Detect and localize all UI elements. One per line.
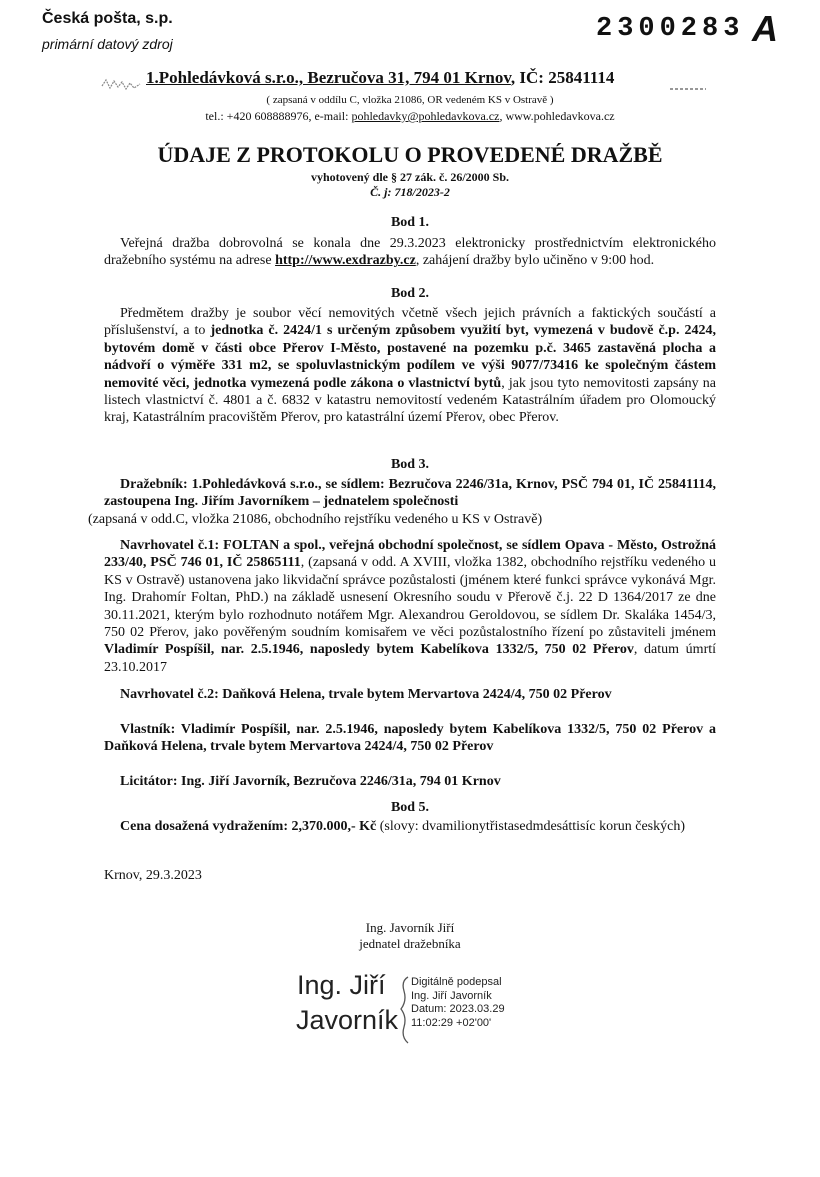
stamp-subtitle: primární datový zdroj <box>42 36 173 52</box>
company-registration: ( zapsaná v oddílu C, vložka 21086, OR vedeném KS v Ostravě ) <box>266 94 554 106</box>
signature-bracket-icon <box>398 975 412 1045</box>
section-heading-bod3: Bod 3. <box>390 457 430 472</box>
price-amount: Cena dosažená vydražením: 2,370.000,- Kč <box>120 819 377 834</box>
bod1-text-a: Veřejná dražba dobrovolná se konala dne 29.3.2023 elektronicky prostřednictvím elektronického dražebního systému na adrese <box>104 236 716 269</box>
document-subtitle: vyhotovený dle § 27 zák. č. 26/2000 Sb. <box>310 170 509 184</box>
scan-artifact-left <box>100 76 144 90</box>
licitator-text: Licitátor: Ing. Jiří Javorník, Bezručova 2246/31a, 794 01 Krnov <box>120 774 501 789</box>
proposer1-block <box>104 537 716 676</box>
contact-email-link[interactable]: pohledavky@pohledavkova.cz <box>351 109 500 123</box>
digital-signature-info <box>411 976 505 1030</box>
company-header-main: 1.Pohledávková s.r.o., Bezručova 31, 794 01 Krnov <box>146 68 511 87</box>
signer-role: jednatel dražebníka <box>359 936 461 951</box>
section-heading-bod5: Bod 5. <box>390 800 430 815</box>
section-bod1-text <box>104 235 716 270</box>
section-heading-bod1: Bod 1. <box>390 215 430 230</box>
digital-signature-line3: Datum: 2023.03.29 <box>411 1003 505 1015</box>
stamp-title: Česká pošta, s.p. <box>42 10 173 27</box>
contact-separator: , <box>499 109 506 123</box>
auctioneer-text: Dražebník: 1.Pohledávková s.r.o., se sídlem: Bezručova 2246/31a, Krnov, PSČ 794 01, IČ 25841114, zastoupena Ing. Jiřím Javorníkem – jednatelem společnosti <box>104 477 716 510</box>
auctioneer-block <box>88 476 716 528</box>
document-title: ÚDAJE Z PROTOKOLU O PROVEDENÉ DRAŽBĚ <box>157 142 663 167</box>
bod2-text-a: Předmětem dražby je soubor věcí nemovitých včetně všech jejich právních a faktických součástí a příslušenství, a to <box>104 306 716 339</box>
signature-name-line2: Javorník <box>296 1005 399 1035</box>
digital-signature-line2: Ing. Jiří Javorník <box>411 989 492 1002</box>
signer-name: Ing. Javorník Jiří <box>365 920 455 935</box>
contact-phone: tel.: +420 608888976, e-mail: <box>205 109 352 123</box>
section-heading-bod2: Bod 2. <box>390 286 430 301</box>
proposer1-text-b: , datum úmrtí 23.10.2017 <box>104 642 717 675</box>
section-bod2-text <box>104 305 716 427</box>
proposer1-name: Navrhovatel č.1: FOLTAN a spol., veřejná obchodní společnost, se sídlem Opava - Město, Ostrožná 233/40, PSČ 746 01, IČ 25865111 <box>104 538 716 571</box>
contact-web-link[interactable]: www.pohledavkova.cz <box>505 109 615 123</box>
price-words: (slovy: dvamilionytřistasedmdesáttisíc korun českých) <box>376 819 685 834</box>
proposer1-text-a: , (zapsaná v odd. A XVIII, vložka 1382, obchodního rejstříku vedeného u KS v Ostravě) ustanovena jako likvidační správce pozůstalosti (jménem které funkci správce vykonává Mgr. Ing. Drahomír Foltan, PhD.) na základě usnesení Okresního soudu v Přerově č.j. 22 D 1364/2017 ze dne 30.11.2021, kterým bylo rozhodnuto notářem Mgr. Alexandrou Geroldovou, se sídlem Dr. Skaláka 1454/3, 750 02 Přerov, jako pověřeným soudním komisařem ve věci pozůstalostního řízení po zůstaviteli jménem <box>104 555 716 641</box>
document-number-suffix: A <box>752 8 778 49</box>
document-reference: Č. j: 718/2023-2 <box>370 185 450 199</box>
price-block <box>104 818 716 835</box>
bod1-text-b: , zahájení dražby bylo učiněno v 9:00 hod. <box>415 253 655 269</box>
deceased-name: Vladimír Pospíšil, nar. 2.5.1946, naposledy bytem Kabelíkova 1332/5, 750 02 Přerov <box>104 642 634 658</box>
auction-url-link[interactable]: http://www.exdrazby.cz <box>275 253 416 269</box>
auctioneer-registration: (zapsaná v odd.C, vložka 21086, obchodního rejstříku vedeného u KS v Ostravě) <box>88 511 543 527</box>
place-date: Krnov, 29.3.2023 <box>104 868 202 883</box>
document-number: 2300283 <box>596 14 745 44</box>
bod2-property-description: jednotka č. 2424/1 s určeným způsobem využití byt, vymezená v budově č.p. 2424, bytovém domě v části obce Přerov I-Město, postavené na pozemku p.č. 3465 zastavěná plocha a nádvoří o výměře 331 m2, se spoluvlastnickým podílem ve výši 9077/73416 ke společným částem nemovité věci, jednotka vymezená podle zákona o vlastnictví bytů <box>104 323 716 391</box>
company-contact <box>0 109 820 124</box>
proposer2-text: Navrhovatel č.2: Daňková Helena, trvale bytem Mervartova 2424/4, 750 02 Přerov <box>120 687 612 702</box>
scan-artifact-right <box>668 80 708 94</box>
company-header-ic: , IČ: 25841114 <box>510 68 615 87</box>
bod2-text-b: , jak jsou tyto nemovitosti zapsány na listech vlastnictví č. 4801 a č. 6832 v katastru nemovitostí vedeném Katastrálním úřadem pro Olomoucký kraj, Katastrálním pracovištěm Přerov, pro katastrální území Přerov, obec Přerov. <box>104 375 716 426</box>
licitator-block <box>104 773 716 790</box>
digital-signature-line1: Digitálně podepsal <box>411 976 502 988</box>
company-header <box>146 68 614 88</box>
digital-signature-line4: 11:02:29 +02'00' <box>411 1016 492 1029</box>
signature-name-line1: Ing. Jiří <box>297 970 386 1000</box>
owner-text: Vlastník: Vladimír Pospíšil, nar. 2.5.1946, naposledy bytem Kabelíkova 1332/5, 750 02 Přerov a Daňková Helena, trvale bytem Mervartova 2424/4, 750 02 Přerov <box>104 722 716 755</box>
owner-block <box>104 721 716 756</box>
proposer2-block <box>104 686 716 703</box>
